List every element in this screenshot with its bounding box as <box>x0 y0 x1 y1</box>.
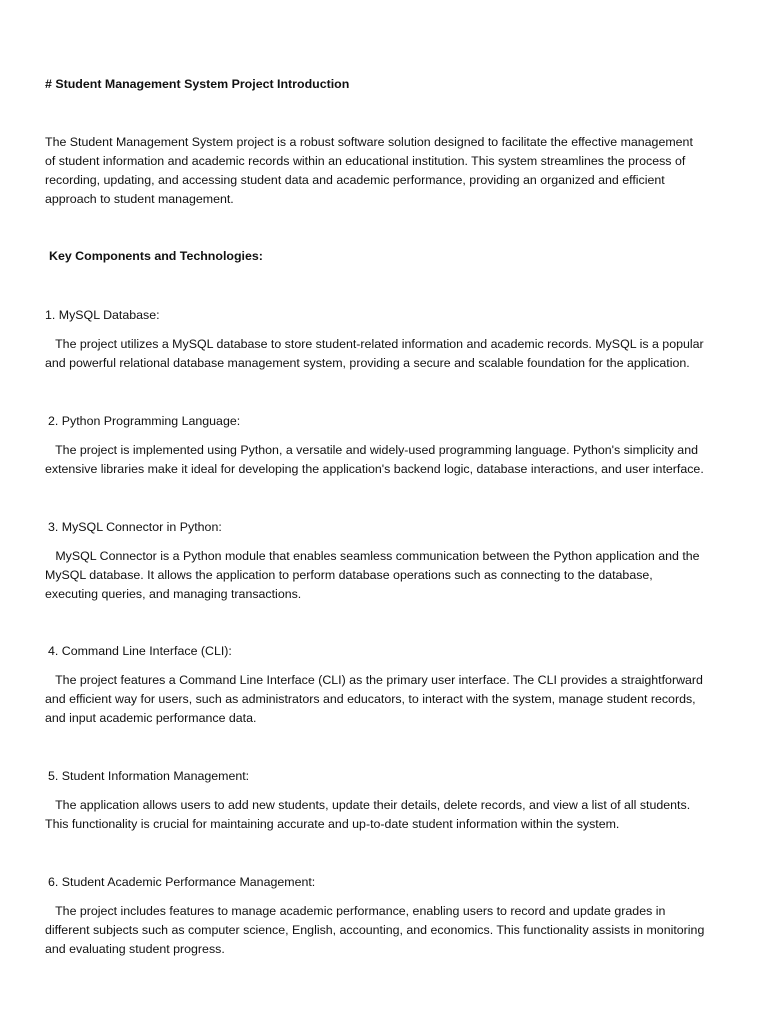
item-4-line-2: and efficient way for users, such as administrators and educators, to interact with the system, manage student records, <box>45 692 696 706</box>
item-3-line-2: MySQL database. It allows the application to perform database operations such as connecting to the database, <box>45 568 653 582</box>
document-title: # Student Management System Project Introduction <box>45 77 350 91</box>
item-heading-2: 2. Python Programming Language: <box>48 414 241 428</box>
item-heading-1: 1. MySQL Database: <box>45 308 160 322</box>
intro-line-3: recording, updating, and accessing student data and academic performance, providing an organized and efficient <box>45 173 665 187</box>
item-6-line-2: different subjects such as computer science, English, accounting, and economics. This functionality assists in monitoring <box>45 923 705 937</box>
item-1-line-2: and powerful relational database management system, providing a secure and scalable foundation for the application. <box>45 356 690 370</box>
intro-line-4: approach to student management. <box>45 192 234 206</box>
item-1-line-1: The project utilizes a MySQL database to store student-related information and academic records. MySQL is a popular <box>45 337 704 351</box>
item-4-line-1: The project features a Command Line Interface (CLI) as the primary user interface. The CLI provides a straightforward <box>45 673 703 687</box>
item-6-line-1: The project includes features to manage academic performance, enabling users to record and update grades in <box>45 904 666 918</box>
item-3-line-3: executing queries, and managing transactions. <box>45 587 302 601</box>
item-2-line-2: extensive libraries make it ideal for developing the application's backend logic, database interactions, and user interface. <box>45 462 704 476</box>
item-heading-5: 5. Student Information Management: <box>48 769 250 783</box>
item-heading-6: 6. Student Academic Performance Management: <box>48 875 316 889</box>
item-5-line-1: The application allows users to add new students, update their details, delete records, and view a list of all students. <box>45 798 691 812</box>
item-3-line-1: MySQL Connector is a Python module that enables seamless communication between the Python application and the <box>45 549 700 563</box>
item-heading-4: 4. Command Line Interface (CLI): <box>48 644 232 658</box>
item-2-line-1: The project is implemented using Python, a versatile and widely-used programming language. Python's simplicity and <box>45 443 698 457</box>
item-heading-3: 3. MySQL Connector in Python: <box>48 520 222 534</box>
item-4-line-3: and input academic performance data. <box>45 711 257 725</box>
intro-line-1: The Student Management System project is a robust software solution designed to facilitate the effective management <box>45 135 693 149</box>
item-5-line-2: This functionality is crucial for maintaining accurate and up-to-date student information within the system. <box>45 817 620 831</box>
intro-line-2: of student information and academic records within an educational institution. This system streamlines the process of <box>45 154 686 168</box>
item-6-line-3: and evaluating student progress. <box>45 942 225 956</box>
section-heading: Key Components and Technologies: <box>49 249 263 263</box>
